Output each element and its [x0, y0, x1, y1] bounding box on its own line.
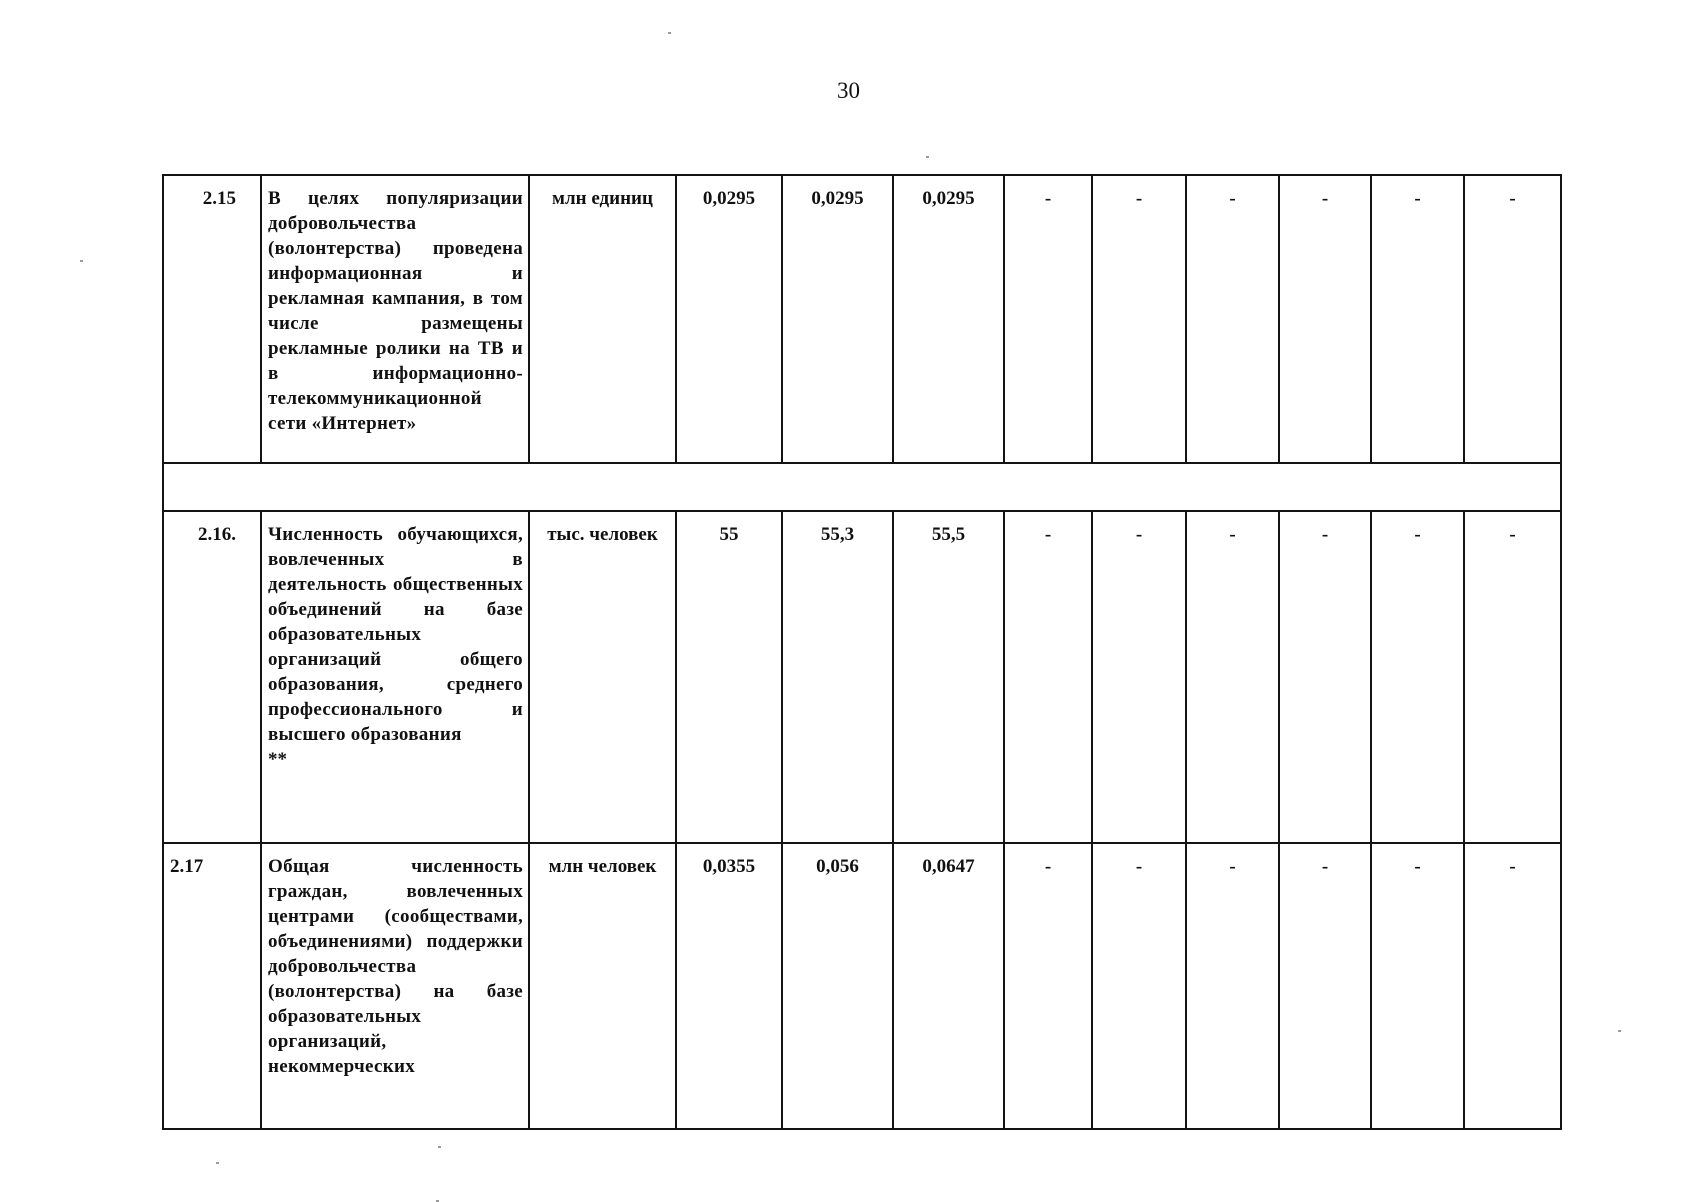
row-unit: тыс. человек [529, 511, 676, 843]
row-dash: - [1371, 843, 1464, 1129]
separator-row [163, 463, 1561, 511]
scan-speck [1618, 1030, 1621, 1032]
row-value: 0,056 [782, 843, 893, 1129]
scan-speck [216, 1162, 219, 1164]
row-number: 2.17 [163, 843, 261, 1129]
table-row [163, 511, 1561, 843]
row-dash: - [1279, 843, 1371, 1129]
scan-speck [926, 156, 929, 158]
row-value: 55,3 [782, 511, 893, 843]
row-description: Численность обучающихся, вовлеченных в деятельность общественных объединений на базе образовательных организаций общего образования, среднего профессионального и высшего образования [268, 524, 523, 745]
row-value: 55 [676, 511, 782, 843]
separator-cell [163, 463, 1561, 511]
row-dash: - [1464, 843, 1561, 1129]
row-value: 0,0295 [676, 175, 782, 463]
row-description: В целях популяризации добровольчества (волонтерства) проведена информационная и рекламная кампания, в том числе размещены рекламные ролики на ТВ и в информационно-телекоммуникационной сети «Интернет» [268, 188, 523, 434]
row-dash: - [1279, 511, 1371, 843]
row-description-cell [261, 843, 529, 1129]
row-dash: - [1279, 175, 1371, 463]
row-description-cell [261, 175, 529, 463]
row-dash: - [1186, 175, 1279, 463]
row-dash: - [1004, 175, 1092, 463]
row-dash: - [1371, 175, 1464, 463]
table-row [163, 843, 1561, 1129]
scan-speck [438, 1146, 441, 1148]
row-value: 0,0295 [782, 175, 893, 463]
scan-speck [668, 32, 671, 34]
row-dash: - [1092, 511, 1186, 843]
row-unit: млн человек [529, 843, 676, 1129]
row-dash: - [1186, 843, 1279, 1129]
indicators-table [162, 174, 1562, 1130]
row-dash: - [1092, 175, 1186, 463]
row-unit: млн единиц [529, 175, 676, 463]
row-footnote-mark: ** [268, 749, 287, 770]
row-dash: - [1371, 511, 1464, 843]
row-number: 2.15 [163, 175, 261, 463]
row-description-cell [261, 511, 529, 843]
scan-speck [80, 260, 83, 262]
table-row [163, 175, 1561, 463]
page-number: 30 [837, 78, 860, 103]
row-value: 0,0355 [676, 843, 782, 1129]
row-number: 2.16. [163, 511, 261, 843]
row-dash: - [1004, 511, 1092, 843]
row-dash: - [1464, 511, 1561, 843]
row-value: 0,0295 [893, 175, 1004, 463]
row-dash: - [1186, 511, 1279, 843]
row-value: 0,0647 [893, 843, 1004, 1129]
row-dash: - [1092, 843, 1186, 1129]
row-value: 55,5 [893, 511, 1004, 843]
row-dash: - [1464, 175, 1561, 463]
row-description: Общая численность граждан, вовлеченных центрами (сообществами, объединениями) поддержки добровольчества (волонтерства) на базе образовательных организаций, некоммерческих [268, 856, 523, 1077]
row-dash: - [1004, 843, 1092, 1129]
